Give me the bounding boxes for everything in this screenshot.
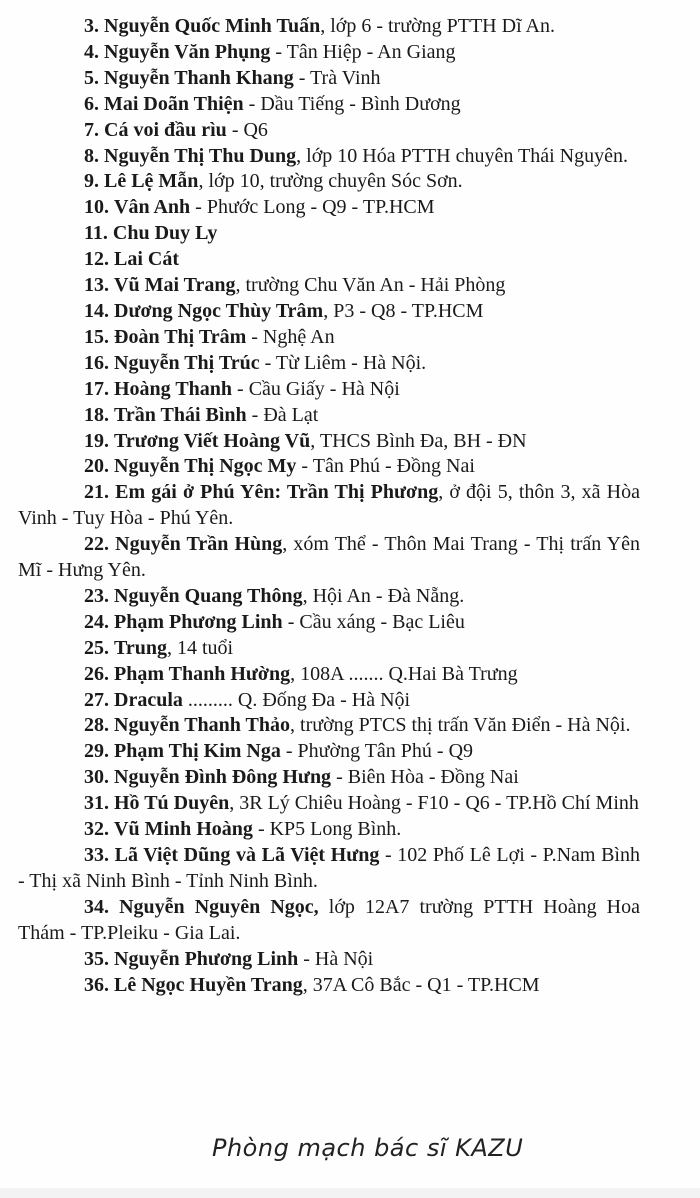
- list-item: [0, 454, 640, 480]
- entry-number: 16.: [84, 351, 109, 374]
- list-item: [0, 66, 640, 92]
- entry-detail: , xóm Thể - Thôn Mai Trang - Thị trấn Yên Mĩ - Hưng Yên.: [18, 533, 640, 582]
- list-item: [0, 895, 640, 947]
- entry-detail: , P3 - Q8 - TP.HCM: [323, 299, 484, 322]
- entry-number: 21.: [84, 481, 109, 504]
- entry-detail: - 102 Phố Lê Lợi - P.Nam Bình - Thị xã Ninh Bình - Tỉnh Ninh Bình.: [18, 844, 640, 892]
- entry-name: Nguyễn Nguyên Ngọc,: [119, 895, 319, 918]
- list-item: [0, 765, 640, 791]
- entry-detail: , trường Chu Văn An - Hải Phòng: [235, 274, 506, 297]
- entry-name: Mai Doãn Thiện: [104, 92, 244, 115]
- entry-name: Phạm Phương Linh: [114, 610, 283, 633]
- entry-detail: - Cầu Giấy - Hà Nội: [232, 377, 400, 400]
- entry-number: 26.: [84, 662, 109, 685]
- list-item: [0, 739, 640, 765]
- entry-number: 5.: [84, 66, 99, 89]
- entry-name: Vũ Minh Hoàng: [114, 818, 253, 841]
- entry-name: Trung: [114, 636, 167, 659]
- entry-detail: - KP5 Long Bình.: [252, 818, 402, 841]
- entry-name: Lê Ngọc Huyền Trang: [114, 973, 303, 996]
- entry-name: Chu Duy Ly: [112, 222, 218, 245]
- entry-number: 28.: [84, 714, 109, 737]
- entry-detail: , 108A ....... Q.Hai Bà Trưng: [290, 662, 518, 685]
- entry-name: Lê Lệ Mẫn: [104, 170, 199, 193]
- entry-detail: ......... Q. Đống Đa - Hà Nội: [182, 688, 411, 711]
- list-item: [0, 299, 640, 325]
- entry-number: 20.: [84, 455, 109, 478]
- entry-detail: - Phước Long - Q9 - TP.HCM: [190, 196, 435, 219]
- entry-detail: - Nghệ An: [246, 325, 335, 348]
- entry-number: 11.: [84, 222, 108, 245]
- list-item: [0, 688, 640, 714]
- list-item: [0, 973, 640, 999]
- entry-number: 24.: [84, 610, 109, 633]
- entry-detail: lớp 12A7 trường PTTH Hoàng Hoa Thám - TP.Pleiku - Gia Lai.: [18, 895, 640, 944]
- entry-name: Phạm Thị Kim Nga: [114, 740, 281, 763]
- entry-name: Nguyễn Trần Hùng: [115, 533, 283, 556]
- entry-detail: , 14 tuổi: [166, 636, 234, 659]
- list-item: [0, 480, 640, 532]
- entry-number: 14.: [84, 299, 109, 322]
- entry-detail: , trường PTCS thị trấn Văn Điển - Hà Nội.: [290, 714, 631, 737]
- list-item: [0, 351, 640, 377]
- list-item: [0, 817, 640, 843]
- entry-name: Cá voi đầu rìu: [104, 118, 227, 141]
- entry-number: 27.: [84, 688, 109, 711]
- entry-name: Hồ Tú Duyên: [114, 792, 230, 815]
- entry-name: Em gái ở Phú Yên: Trần Thị Phương: [115, 481, 439, 504]
- entry-detail: - Tân Hiệp - An Giang: [270, 40, 456, 63]
- entry-detail: - Đà Lạt: [246, 403, 319, 426]
- list-item: [0, 14, 640, 40]
- list-item: [0, 118, 640, 144]
- entry-number: 35.: [84, 947, 109, 970]
- entry-number: 34.: [84, 895, 109, 918]
- entry-name: Vũ Mai Trang: [114, 274, 236, 297]
- entry-name: Nguyễn Quang Thông: [114, 584, 303, 607]
- list-item: [0, 377, 640, 403]
- entry-name: Hoàng Thanh: [114, 377, 233, 400]
- entry-number: 29.: [84, 740, 109, 763]
- entry-number: 13.: [84, 274, 109, 297]
- list-item: [0, 247, 640, 273]
- entry-number: 33.: [84, 844, 109, 866]
- entry-name: Phạm Thanh Hường: [114, 662, 291, 685]
- page-bottom-edge: [0, 1188, 700, 1198]
- entry-number: 19.: [84, 429, 109, 452]
- entry-name: Nguyễn Văn Phụng: [104, 40, 271, 63]
- entry-detail: - Hà Nội: [298, 947, 374, 970]
- entry-detail: , lớp 6 - trường PTTH Dĩ An.: [320, 15, 555, 37]
- list-item: [0, 636, 640, 662]
- list-item: [0, 92, 640, 118]
- entry-name: Dracula: [114, 688, 183, 711]
- entry-detail: - Tân Phú - Đồng Nai: [296, 455, 475, 478]
- list-item: [0, 584, 640, 610]
- entry-number: 22.: [84, 533, 109, 556]
- list-item: [0, 273, 640, 299]
- entry-name: Nguyễn Thanh Khang: [104, 66, 294, 89]
- entry-detail: , 3R Lý Chiêu Hoàng - F10 - Q6 - TP.Hồ Chí Minh: [229, 792, 639, 815]
- entry-name: Lai Cát: [114, 248, 179, 271]
- entry-detail: , 37A Cô Bắc - Q1 - TP.HCM: [302, 973, 540, 996]
- entry-name: Trương Viết Hoàng Vũ: [114, 429, 311, 452]
- entry-detail: - Dầu Tiếng - Bình Dương: [243, 92, 461, 115]
- list-item: [0, 662, 640, 688]
- entry-name: Vân Anh: [114, 196, 191, 219]
- entry-name: Nguyễn Thị Trúc: [114, 351, 260, 374]
- entry-number: 23.: [84, 584, 109, 607]
- entry-detail: , ở đội 5, thôn 3, xã Hòa Vinh - Tuy Hòa - Phú Yên.: [18, 481, 641, 530]
- entry-name: Trần Thái Bình: [114, 403, 247, 426]
- list-item: [0, 947, 640, 973]
- entry-number: 31.: [84, 792, 109, 815]
- list-item: [0, 713, 640, 739]
- entry-number: 8.: [84, 144, 99, 167]
- entry-number: 18.: [84, 403, 109, 426]
- entry-name: Nguyễn Thị Ngọc My: [114, 455, 297, 478]
- entry-number: 32.: [84, 818, 109, 841]
- entry-detail: , lớp 10, trường chuyên Sóc Sơn.: [198, 170, 463, 193]
- entry-name: Nguyễn Đình Đông Hưng: [114, 766, 332, 789]
- list-item: [0, 843, 640, 895]
- reader-list: [0, 14, 640, 998]
- entry-detail: - Biên Hòa - Đồng Nai: [331, 766, 519, 789]
- entry-number: 4.: [84, 40, 99, 63]
- entry-name: Lã Việt Dũng và Lã Việt Hưng: [114, 844, 380, 866]
- list-item: [0, 169, 640, 195]
- entry-number: 7.: [84, 118, 99, 141]
- entry-number: 9.: [84, 170, 99, 193]
- entry-name: Nguyễn Quốc Minh Tuấn: [104, 15, 321, 37]
- entry-name: Nguyễn Thanh Thảo: [114, 714, 291, 737]
- entry-name: Đoàn Thị Trâm: [114, 325, 247, 348]
- entry-number: 17.: [84, 377, 109, 400]
- entry-name: Nguyễn Phương Linh: [114, 947, 299, 970]
- list-item: [0, 221, 640, 247]
- entry-detail: - Cầu xáng - Bạc Liêu: [282, 610, 465, 633]
- entry-name: Dương Ngọc Thùy Trâm: [114, 299, 324, 322]
- list-item: [0, 429, 640, 455]
- list-item: [0, 791, 640, 817]
- entry-detail: , Hội An - Đà Nẵng.: [302, 584, 465, 607]
- entry-detail: - Q6: [226, 118, 268, 141]
- list-item: [0, 325, 640, 351]
- list-item: [0, 403, 640, 429]
- entry-number: 12.: [84, 248, 109, 271]
- entry-number: 15.: [84, 325, 109, 348]
- entry-number: 3.: [84, 15, 99, 37]
- entry-number: 25.: [84, 636, 109, 659]
- entry-name: Nguyễn Thị Thu Dung: [104, 144, 297, 167]
- entry-detail: - Trà Vinh: [293, 66, 381, 89]
- list-item: [0, 195, 640, 221]
- list-item: [0, 532, 640, 584]
- entry-detail: , lớp 10 Hóa PTTH chuyên Thái Nguyên.: [296, 144, 628, 167]
- entry-detail: - Từ Liêm - Hà Nội.: [259, 351, 427, 374]
- entry-number: 10.: [84, 196, 109, 219]
- entry-detail: - Phường Tân Phú - Q9: [280, 740, 474, 763]
- entry-number: 36.: [84, 973, 109, 996]
- entry-number: 6.: [84, 92, 99, 115]
- entry-detail: , THCS Bình Đa, BH - ĐN: [310, 429, 527, 452]
- list-item: [0, 610, 640, 636]
- list-item: [0, 40, 640, 66]
- signature: Phòng mạch bác sĩ KAZU: [212, 1134, 524, 1162]
- list-item: [0, 144, 640, 170]
- entry-number: 30.: [84, 766, 109, 789]
